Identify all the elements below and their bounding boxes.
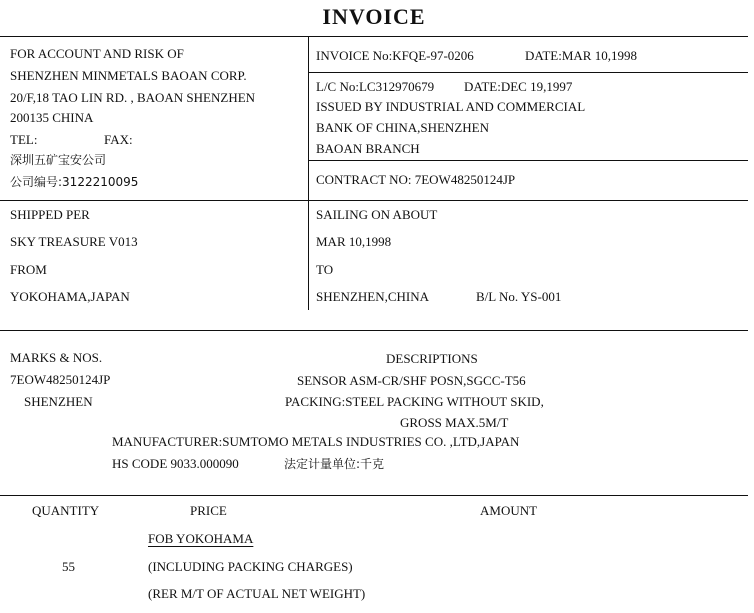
bl-label: B/L No. — [476, 289, 519, 304]
lc-no-label: L/C No: — [316, 79, 359, 94]
description-line-3: GROSS MAX.5M/T — [400, 415, 509, 430]
invoice-date: MAR 10,1998 — [561, 48, 637, 63]
bill-of-lading-line — [476, 289, 561, 305]
contract-rule — [308, 160, 748, 161]
buyer-line-1: FOR ACCOUNT AND RISK OF — [10, 46, 184, 61]
shipped-per-label: SHIPPED PER — [10, 207, 90, 222]
description-line-1: SENSOR ASM-CR/SHF POSN,SGCC-T56 — [297, 373, 526, 388]
bl-number: YS-001 — [520, 289, 562, 304]
manufacturer-line: MANUFACTURER:SUMTOMO METALS INDUSTRIES CO. ,LTD,JAPAN — [112, 434, 520, 449]
invoice-rule — [308, 72, 748, 73]
buyer-tel-label: TEL: — [10, 132, 38, 147]
lc-no: LC312970679 — [358, 79, 435, 94]
invoice-date-label: DATE: — [525, 48, 562, 63]
statutory-unit: 法定计量单位:千克 — [284, 457, 385, 471]
contract-number: 7EOW48250124JP — [414, 172, 516, 187]
descriptions-header: DESCRIPTIONS — [386, 351, 478, 366]
buyer-postcode: 200135 CHINA — [10, 110, 94, 125]
shipping-rule — [0, 200, 748, 201]
quantity-value: 55 — [62, 559, 75, 574]
amount-column-header: AMOUNT — [480, 503, 538, 518]
contract-label: CONTRACT NO: — [316, 172, 412, 187]
lc-number-line — [316, 79, 434, 95]
buyer-line-2: SHENZHEN MINMETALS BAOAN CORP. — [10, 68, 247, 83]
to-label: TO — [316, 262, 334, 277]
issuing-bank-line-3: BAOAN BRANCH — [316, 141, 420, 156]
from-port: YOKOHAMA,JAPAN — [10, 289, 130, 304]
hs-code: HS CODE 9033.000090 — [112, 456, 239, 471]
issuing-bank-line-2: BANK OF CHINA,SHENZHEN — [316, 120, 489, 135]
lc-date-line — [464, 79, 572, 95]
quantity-column-header: QUANTITY — [32, 503, 100, 518]
contract-line — [316, 172, 515, 188]
invoice-no-label: INVOICE No: — [316, 48, 393, 63]
invoice-number-line — [316, 48, 474, 64]
descriptions-rule — [0, 330, 748, 331]
issuing-bank-line-1: ISSUED BY INDUSTRIAL AND COMMERCIAL — [316, 99, 586, 114]
buyer-chinese-name: 深圳五矿宝安公司 — [10, 153, 107, 167]
buyer-address: 20/F,18 TAO LIN RD. , BAOAN SHENZHEN — [10, 90, 256, 105]
top-rule — [0, 36, 748, 37]
price-column-header: PRICE — [190, 503, 227, 518]
document-title: INVOICE — [322, 4, 426, 29]
description-line-2: PACKING:STEEL PACKING WITHOUT SKID, — [285, 394, 544, 409]
buyer-fax-label: FAX: — [104, 132, 133, 147]
header-column-divider — [308, 36, 309, 310]
marks-code: 7EOW48250124JP — [10, 372, 111, 387]
lc-date: DEC 19,1997 — [500, 79, 573, 94]
table-rule — [0, 495, 748, 496]
to-port: SHENZHEN,CHINA — [316, 289, 430, 304]
vessel-name: SKY TREASURE V013 — [10, 234, 138, 249]
buyer-company-code: 公司编号:3122210095 — [10, 175, 139, 189]
price-terms: FOB YOKOHAMA — [148, 531, 254, 546]
from-label: FROM — [10, 262, 47, 277]
marks-city: SHENZHEN — [24, 394, 93, 409]
packing-charges-note: (INCLUDING PACKING CHARGES) — [148, 559, 353, 574]
sailing-date: MAR 10,1998 — [316, 234, 392, 249]
invoice-no: KFQE-97-0206 — [392, 48, 474, 63]
net-weight-note: (RER M/T OF ACTUAL NET WEIGHT) — [148, 586, 366, 601]
sailing-label: SAILING ON ABOUT — [316, 207, 438, 222]
invoice-date-line — [525, 48, 637, 64]
lc-date-label: DATE: — [464, 79, 501, 94]
marks-label: MARKS & NOS. — [10, 350, 103, 365]
